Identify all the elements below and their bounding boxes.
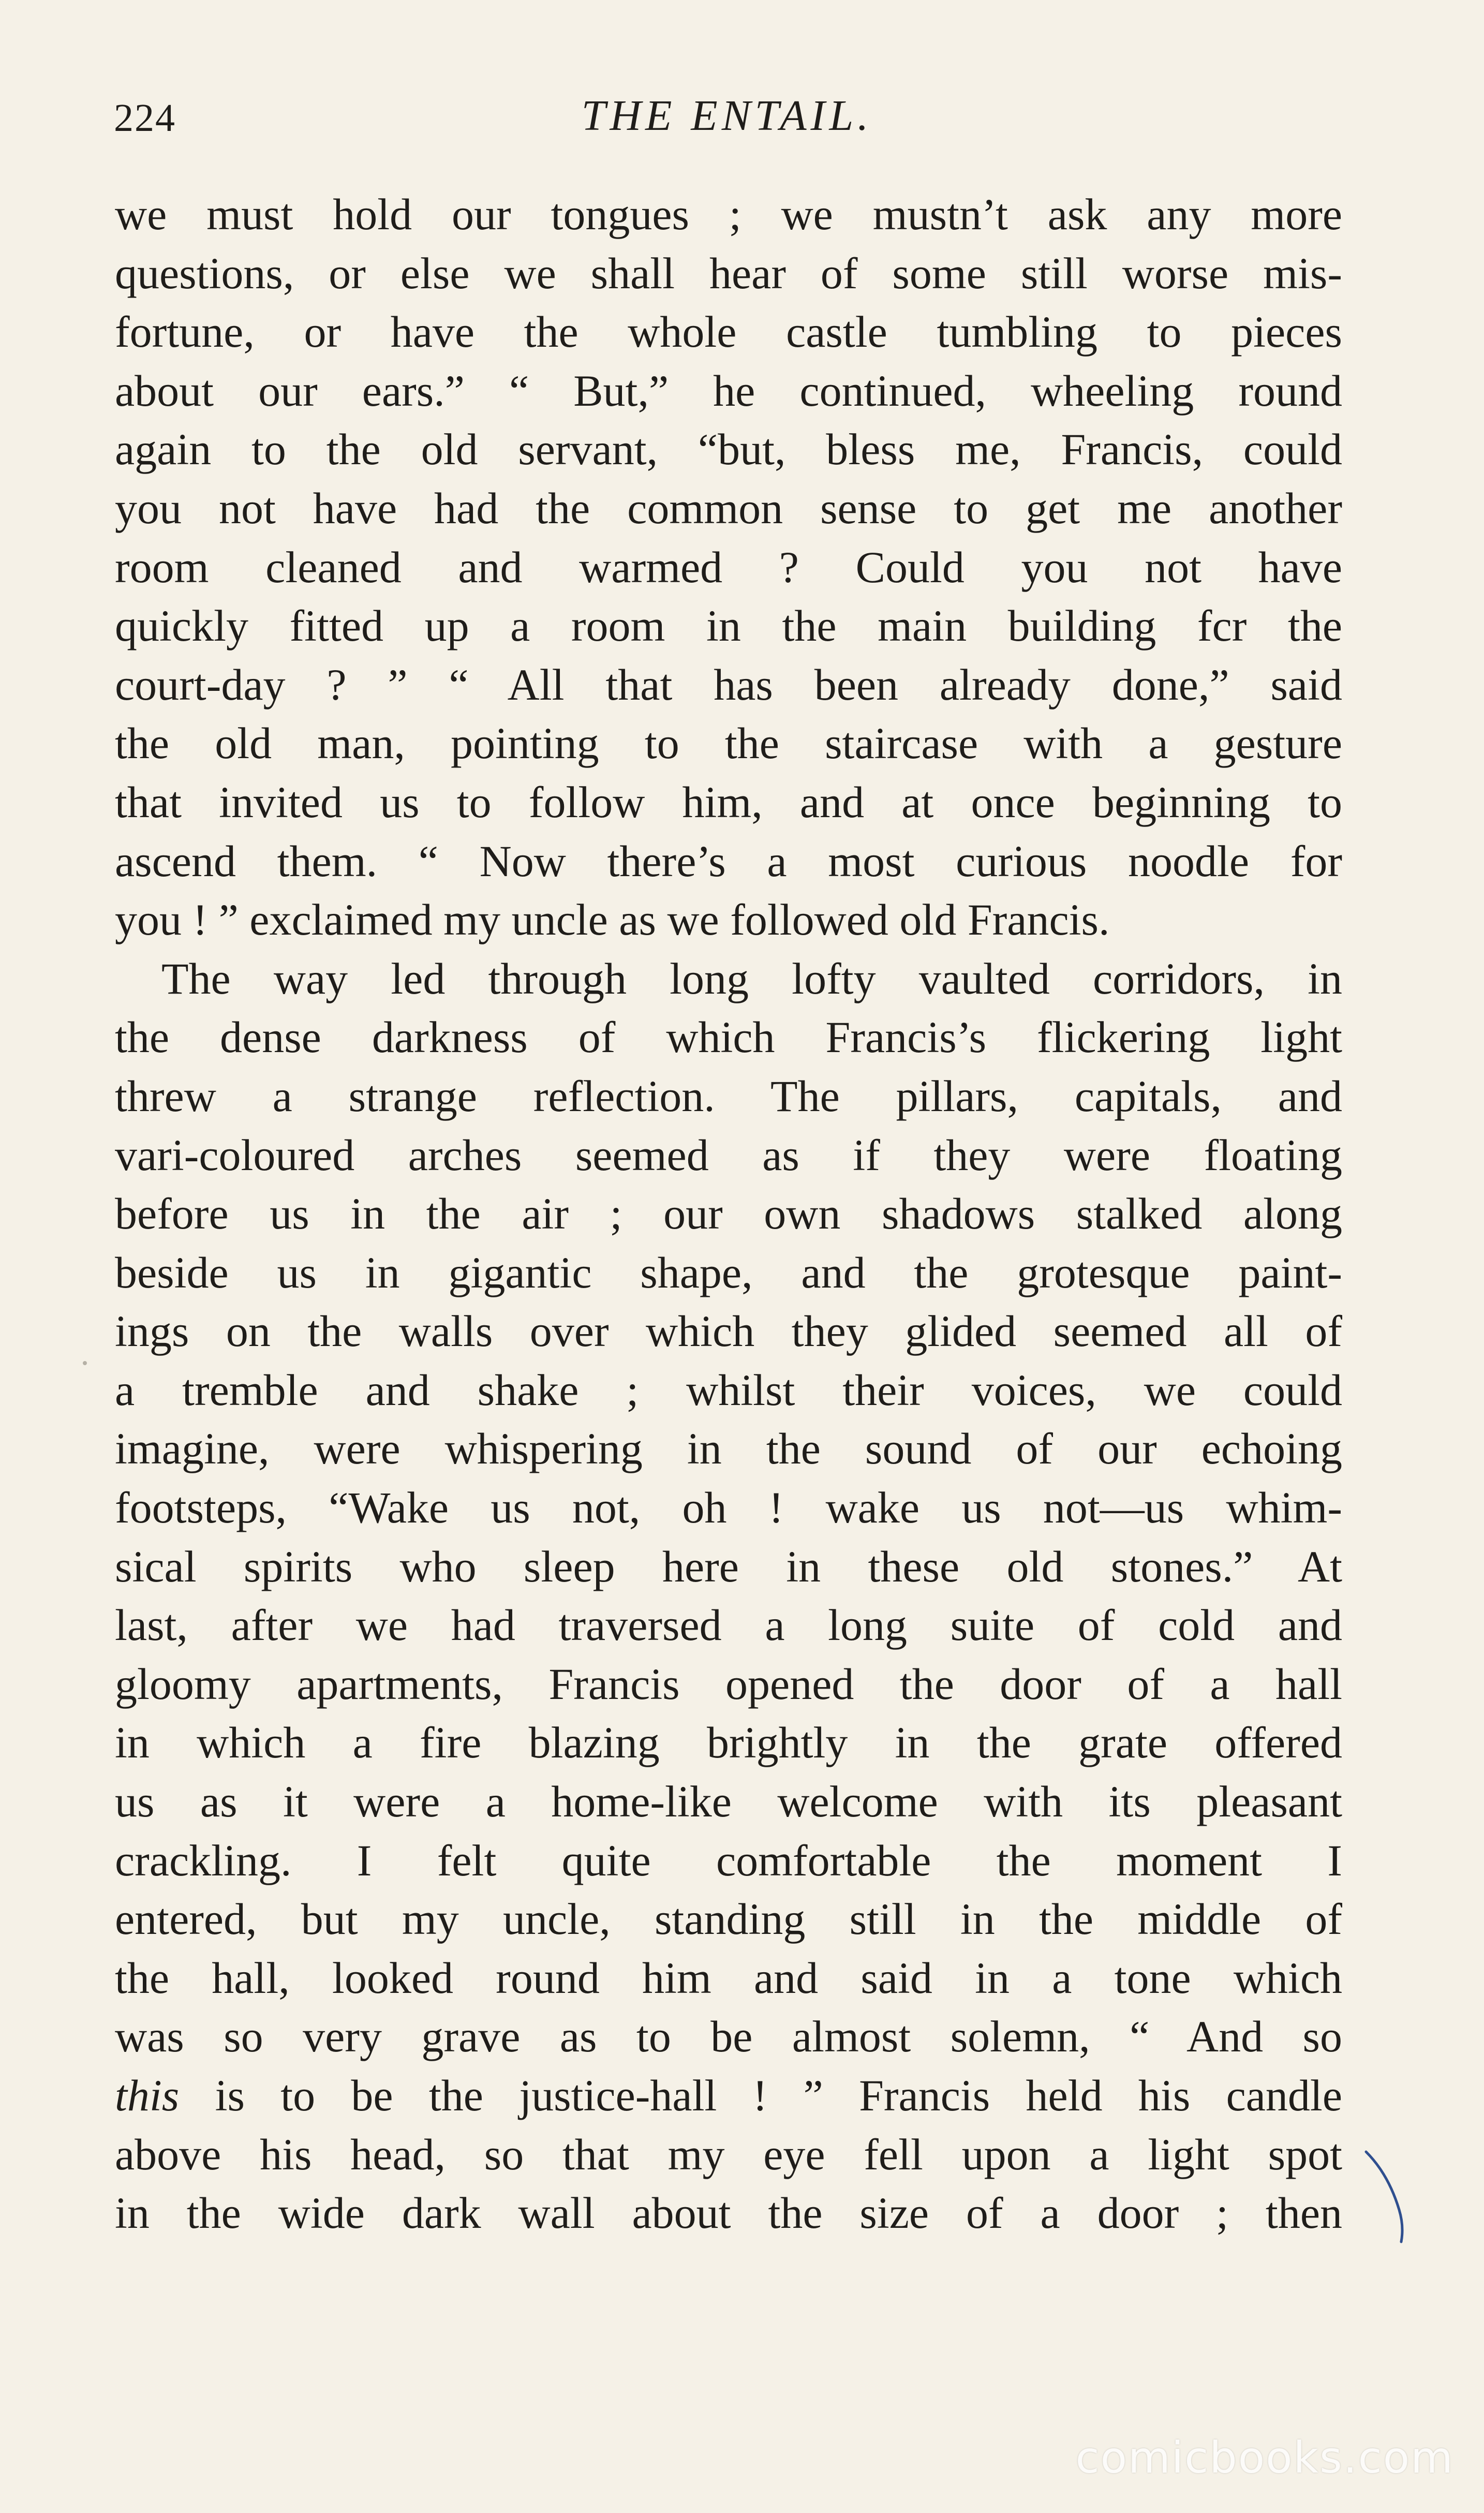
text-line <box>115 2066 1342 2125</box>
text-line: court-day ? ” “ All that has been already done,” said <box>115 659 1342 709</box>
text-line: gloomy apartments, Francis opened the door of a hall <box>115 1659 1342 1709</box>
text-line: the dense darkness of which Francis’s flickering light <box>115 1012 1342 1062</box>
running-title: THE ENTAIL. <box>581 92 873 140</box>
text-line: you ! ” exclaimed my uncle as we followed old Francis. <box>115 895 1110 945</box>
text-line: in which a fire blazing brightly in the grate offered <box>115 1718 1342 1768</box>
text-line: was so very grave as to be almost solemn, “ And so <box>115 2012 1342 2062</box>
text-line: threw a strange reflection. The pillars, capitals, and <box>115 1071 1342 1121</box>
text-line: ings on the walls over which they glided seemed all of <box>115 1306 1342 1356</box>
text-line: crackling. I felt quite comfortable the moment I <box>115 1835 1342 1885</box>
text-line: a tremble and shake ; whilst their voices, we could <box>115 1365 1342 1415</box>
text-line: above his head, so that my eye fell upon a light spot <box>115 2129 1342 2179</box>
page-number: 224 <box>114 96 176 140</box>
text-line: vari-coloured arches seemed as if they were floating <box>115 1130 1342 1180</box>
text-line: beside us in gigantic shape, and the grotesque paint- <box>115 1247 1342 1297</box>
text-line: that invited us to follow him, and at once beginning to <box>115 777 1342 827</box>
text-line: room cleaned and warmed ? Could you not have <box>115 542 1342 592</box>
paper-speck <box>83 1361 87 1365</box>
text-line: about our ears.” “ But,” he continued, wheeling round <box>115 365 1342 416</box>
text-line: entered, but my uncle, standing still in the middle of <box>115 1894 1342 1944</box>
italic-word: this <box>115 2071 180 2120</box>
text-line: the hall, looked round him and said in a tone which <box>115 1953 1342 2003</box>
text-line: again to the old servant, “but, bless me, Francis, could <box>115 424 1342 475</box>
watermark: comicbooks.com <box>1075 2432 1454 2483</box>
text-line: The way led through long lofty vaulted corridors, in <box>161 953 1342 1003</box>
text-line: quickly fitted up a room in the main building fcr the <box>115 601 1342 651</box>
text-line: before us in the air ; our own shadows stalked along <box>115 1189 1342 1239</box>
text-line: imagine, were whispering in the sound of our echoing <box>115 1424 1342 1474</box>
text-line: questions, or else we shall hear of some still worse mis- <box>115 248 1342 298</box>
text-line: last, after we had traversed a long suite of cold and <box>115 1600 1342 1650</box>
text-line: sical spirits who sleep here in these old stones.” At <box>115 1541 1342 1591</box>
margin-bracket-annotation <box>1362 2148 1408 2246</box>
running-head <box>114 91 1340 147</box>
text-line: us as it were a home-like welcome with its pleasant <box>115 1777 1342 1827</box>
text-line: you not have had the common sense to get me another <box>115 483 1342 533</box>
text-line: we must hold our tongues ; we mustn’t ask any more <box>115 189 1342 239</box>
text-line-rest: is to be the justice-hall ! ” Francis held his candle <box>179 2071 1342 2120</box>
text-line: fortune, or have the whole castle tumbling to pieces <box>115 307 1342 357</box>
body-text <box>115 185 1342 2243</box>
text-line: footsteps, “Wake us not, oh ! wake us not—us whim- <box>115 1483 1342 1533</box>
text-line: ascend them. “ Now there’s a most curious noodle for <box>115 836 1342 886</box>
text-line: in the wide dark wall about the size of a door ; then <box>115 2188 1342 2238</box>
text-line: the old man, pointing to the staircase with a gesture <box>115 718 1342 768</box>
